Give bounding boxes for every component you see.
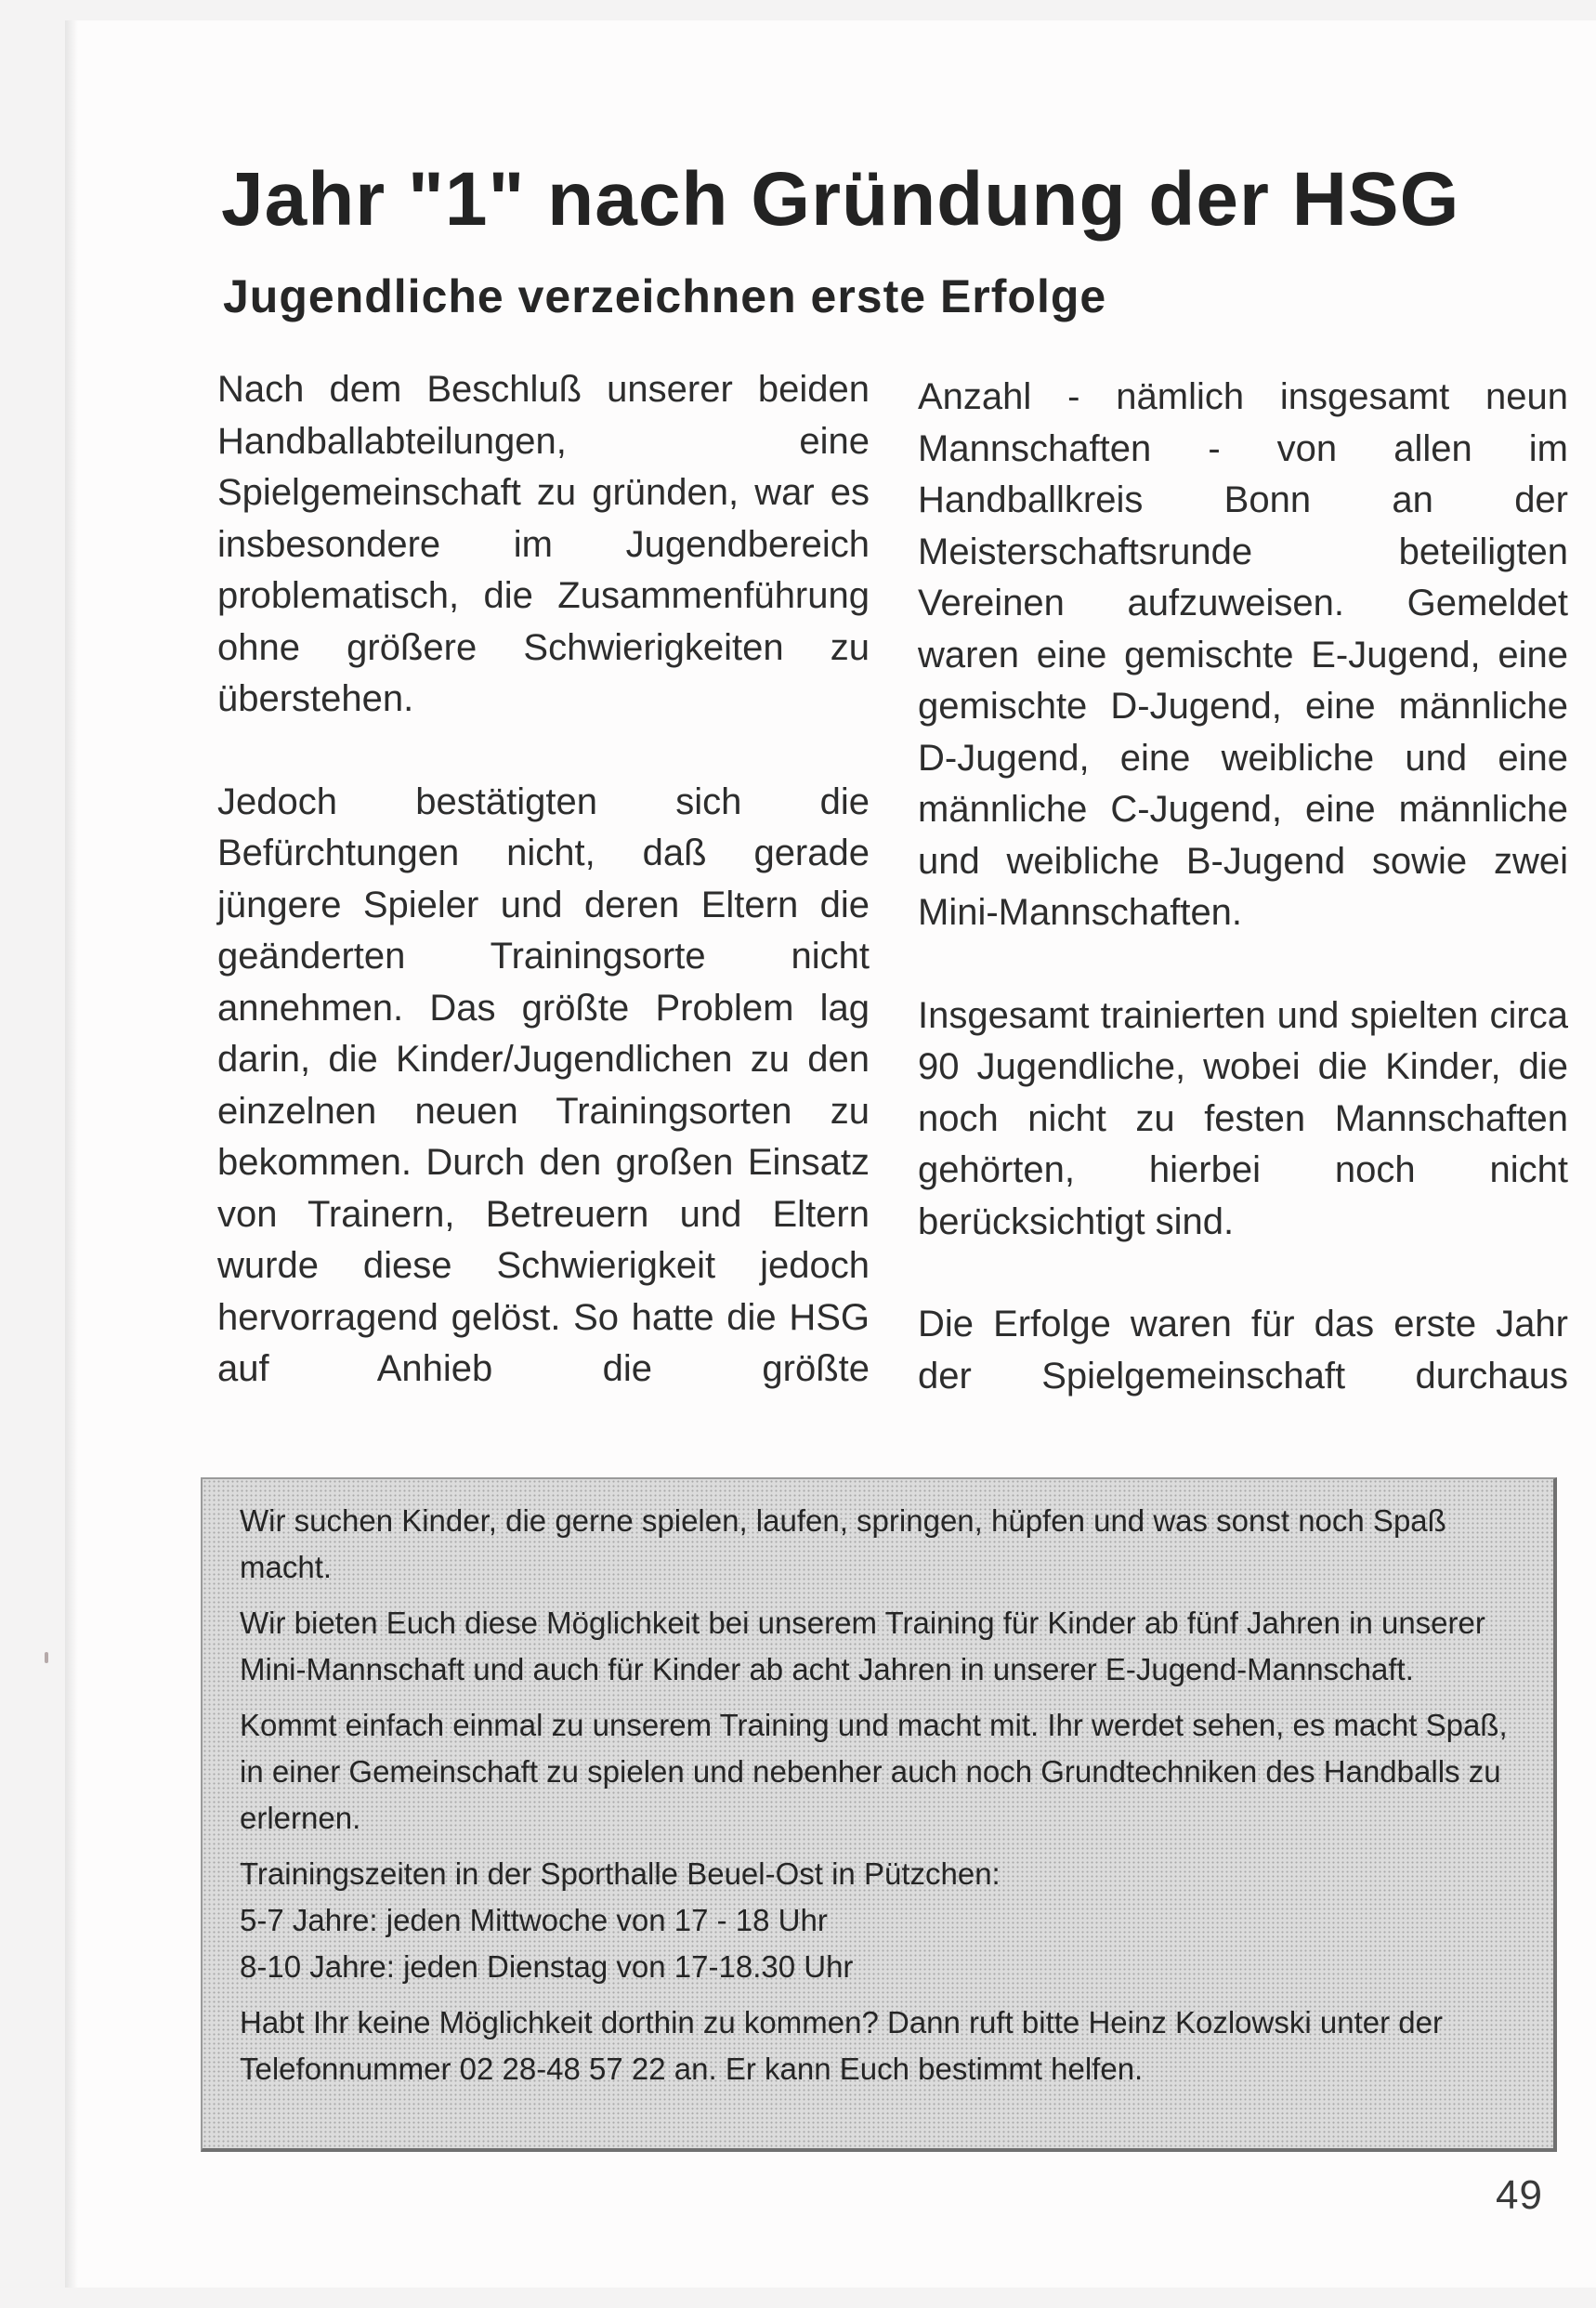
page-edge-shadow [65,20,78,2288]
article-subtitle: Jugendliche verzeichnen erste Erfolge [223,270,1107,322]
info-paragraph-2: Wir bieten Euch diese Möglichkeit bei unserem Training für Kinder ab fünf Jahren in unserer Mini-Mannschaft und auch für Kinder ab acht Jahren in unserer E-Jugend-Mannschaft. [240,1606,1485,1686]
info-paragraph-1: Wir suchen Kinder, die gerne spielen, laufen, springen, hüpfen und was sonst noch Spaß macht. [240,1503,1446,1584]
info-paragraph-4: Habt Ihr keine Möglichkeit dorthin zu kommen? Dann ruft bitte Heinz Kozlowski unter der Telefonnummer 02 28-48 57 22 an. Er kann Euch bestimmt helfen. [240,2005,1443,2086]
info-paragraph-3: Kommt einfach einmal zu unserem Training und macht mit. Ihr werdet sehen, es macht Spaß, in einer Gemeinschaft zu spielen und nebenher auch noch Grundtechniken des Handballs zu erlernen. [240,1708,1508,1835]
right-paragraph-2: Insgesamt trainierten und spielten circa 90 Jugendliche, wobei die Kinder, die noch nicht zu festen Mannschaften gehörten, hierbei noch nicht berücksichtigt sind. [918,994,1568,1242]
training-time-1: 5-7 Jahre: jeden Mittwoche von 17 - 18 Uhr [240,1903,828,1937]
info-box [201,1477,1557,2152]
left-paragraph-2: Jedoch bestätigten sich die Befürchtungen nicht, daß gerade jüngere Spieler und deren Eltern die geänderten Trainingsorte nicht annehmen. Das größte Problem lag darin, die Kinder/Jugendlichen zu den einzelnen neuen Trainingsorten zu bekommen. Durch den großen Einsatz von Trainern, Betreuern und Eltern wurde diese Schwierigkeit jedoch hervorragend gelöst. So hatte die HSG auf Anhieb die größte [217,780,870,1389]
left-paragraph-1: Nach dem Beschluß unserer beiden Handballabteilungen, eine Spielgemeinschaft zu gründen, war es insbesondere im Jugendbereich problematisch, die Zusammenführung ohne größere Schwierigkeiten zu überstehen. [217,369,870,719]
right-column [918,372,1568,1402]
scan-mark [45,1652,48,1663]
article-title: Jahr "1" nach Gründung der HSG [221,157,1460,242]
training-time-2: 8-10 Jahre: jeden Dienstag von 17-18.30 Uhr [240,1949,854,1984]
training-heading: Trainingszeiten in der Sporthalle Beuel-Ost in Pützchen: [240,1856,1001,1891]
right-paragraph-3: Die Erfolge waren für das erste Jahr der Spielgemeinschaft durchaus [918,1304,1568,1397]
right-paragraph-1: Anzahl - nämlich insgesamt neun Mannschaften - von allen im Handballkreis Bonn an der Meisterschaftsrunde beteiligten Vereinen aufzuweisen. Gemeldet waren eine gemischte E-Jugend, eine gemischte D-Jugend, eine männliche D-Jugend, eine weibliche und eine männliche C-Jugend, eine männliche und weibliche B-Jugend sowie zwei Mini-Mannschaften. [918,376,1568,933]
page-number: 49 [1496,2172,1543,2218]
left-column [217,364,870,1396]
